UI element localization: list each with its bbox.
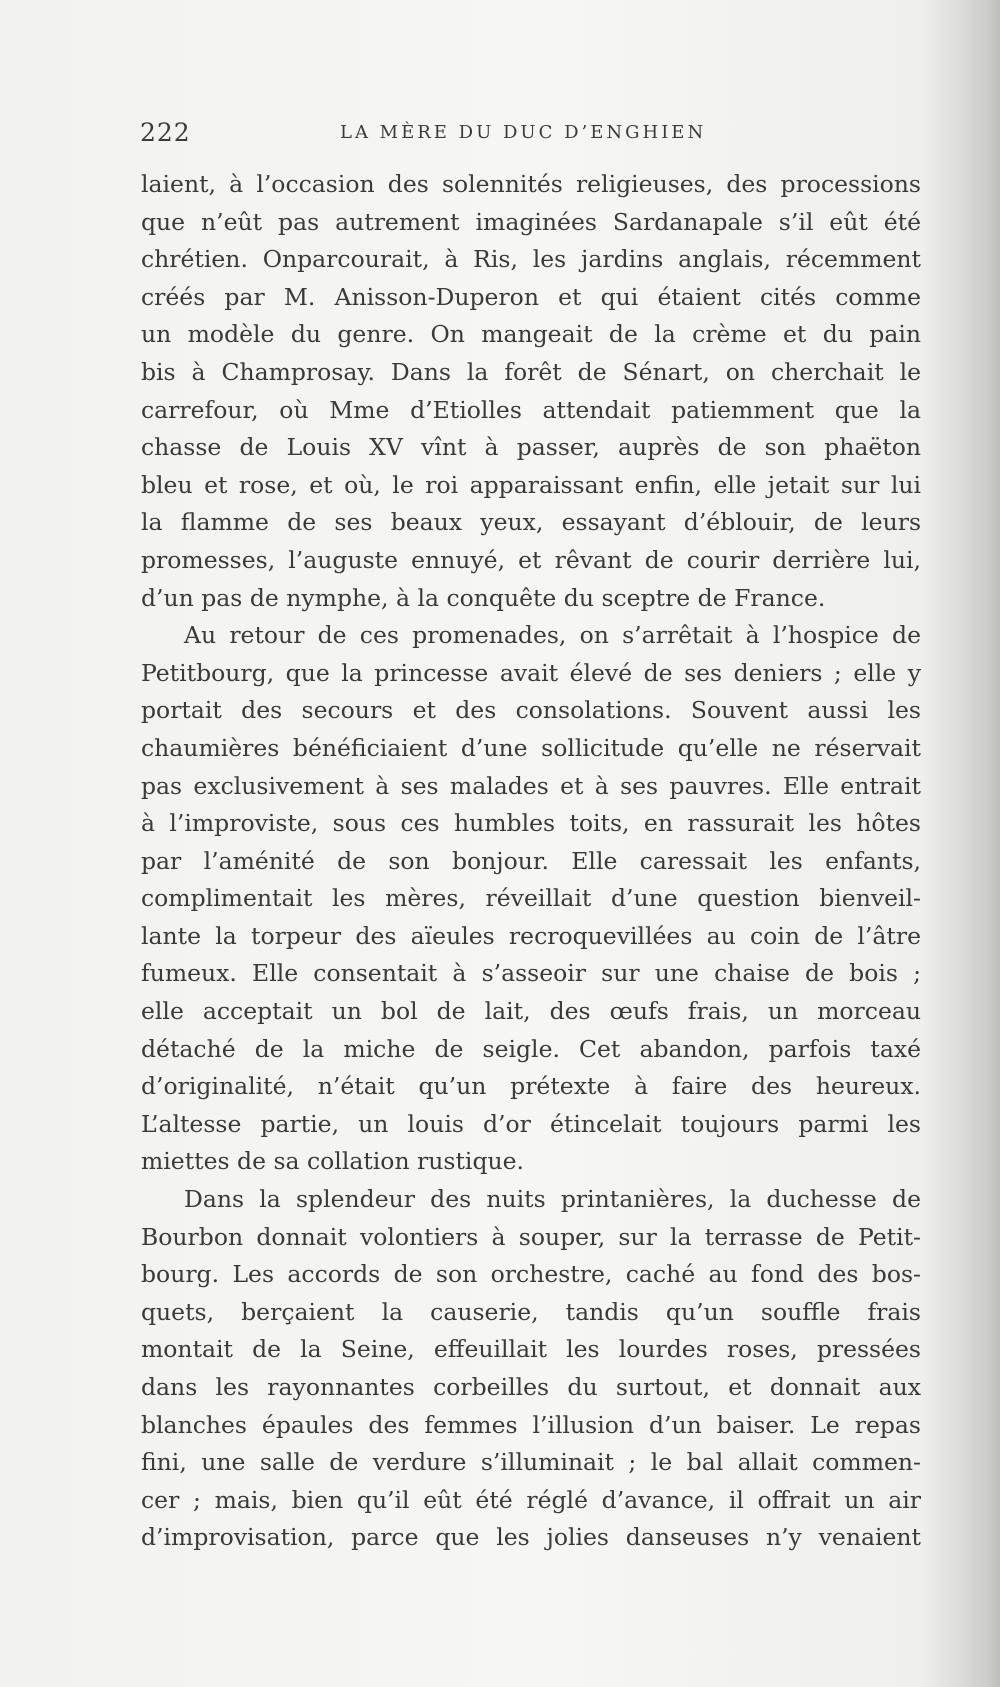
text-line: bourg. Les accords de son orchestre, caché au fond des bos-: [141, 1260, 921, 1289]
text-line: d’originalité, n’était qu’un prétexte à faire des heureux.: [141, 1072, 921, 1101]
text-line: blanches épaules des femmes l’illusion d’un baiser. Le repas: [141, 1410, 921, 1439]
text-line: à l’improviste, sous ces humbles toits, en rassurait les hôtes: [141, 809, 921, 838]
text-line: laient, à l’occasion des solennités religieuses, des processions: [141, 170, 921, 198]
text-line: Au retour de ces promenades, on s’arrêtait à l’hospice de: [184, 621, 921, 650]
text-line: que n’eût pas autrement imaginées Sardanapale s’il eût été: [141, 207, 921, 236]
text-line: cer ; mais, bien qu’il eût été réglé d’avance, il offrait un air: [141, 1485, 921, 1514]
text-line: quets, berçaient la causerie, tandis qu’un souffle frais: [141, 1297, 921, 1326]
text-line: bleu et rose, et où, le roi apparaissant enfin, elle jetait sur lui: [141, 470, 921, 499]
paragraph: [141, 166, 921, 617]
text-line: un modèle du genre. On mangeait de la crème et du pain: [141, 320, 921, 349]
text-line: fumeux. Elle consentait à s’asseoir sur une chaise de bois ;: [141, 959, 921, 988]
text-line: Dans la splendeur des nuits printanières, la duchesse de: [184, 1185, 921, 1214]
text-line: carrefour, où Mme d’Etiolles attendait patiemment que la: [141, 395, 921, 424]
text-line: montait de la Seine, effeuillait les lourdes roses, pressées: [141, 1335, 921, 1364]
text-line: complimentait les mères, réveillait d’une question bienveil-: [141, 884, 921, 913]
text-line: Bourbon donnait volontiers à souper, sur la terrasse de Petit-: [141, 1222, 921, 1251]
text-line: détaché de la miche de seigle. Cet abandon, parfois taxé: [141, 1034, 921, 1063]
text-line: portait des secours et des consolations. Souvent aussi les: [141, 696, 921, 725]
text-line: créés par M. Anisson-Duperon et qui étaient cités comme: [141, 282, 921, 311]
text-line: d’un pas de nymphe, à la conquête du sceptre de France.: [141, 583, 826, 612]
text-line: bis à Champrosay. Dans la forêt de Sénart, on cherchait le: [141, 357, 921, 386]
text-line: dans les rayonnantes corbeilles du surtout, et donnait aux: [141, 1373, 921, 1401]
text-line: Petitbourg, que la princesse avait élevé de ses deniers ; elle y: [141, 658, 921, 687]
text-line: par l’aménité de son bonjour. Elle caressait les enfants,: [141, 846, 921, 875]
text-line: chasse de Louis XV vînt à passer, auprès de son phaëton: [141, 433, 921, 462]
text-line: chaumières bénéficiaient d’une sollicitude qu’elle ne réservait: [141, 733, 921, 762]
text-line: fini, une salle de verdure s’illuminait ; le bal allait commen-: [141, 1448, 921, 1477]
text-line: pas exclusivement à ses malades et à ses pauvres. Elle entrait: [141, 771, 921, 800]
text-line: miettes de sa collation rustique.: [141, 1147, 524, 1176]
text-line: chrétien. Onparcourait, à Ris, les jardins anglais, récemment: [141, 245, 921, 274]
paragraph: [141, 617, 921, 1181]
page-number: 222: [140, 118, 191, 147]
body-text: [141, 166, 921, 1557]
text-line: L’altesse partie, un louis d’or étincelait toujours parmi les: [141, 1109, 921, 1138]
running-head: [140, 118, 912, 158]
running-title: LA MÈRE DU DUC D’ENGHIEN: [340, 122, 707, 143]
page-edge-shadow: [966, 0, 1000, 1687]
text-line: d’improvisation, parce que les jolies danseuses n’y venaient: [141, 1523, 921, 1552]
text-line: lante la torpeur des aïeules recroquevillées au coin de l’âtre: [141, 921, 921, 950]
text-line: la flamme de ses beaux yeux, essayant d’éblouir, de leurs: [141, 508, 921, 537]
text-line: promesses, l’auguste ennuyé, et rêvant de courir derrière lui,: [141, 545, 921, 574]
text-line: elle acceptait un bol de lait, des œufs frais, un morceau: [141, 997, 921, 1026]
paragraph: [141, 1181, 921, 1557]
